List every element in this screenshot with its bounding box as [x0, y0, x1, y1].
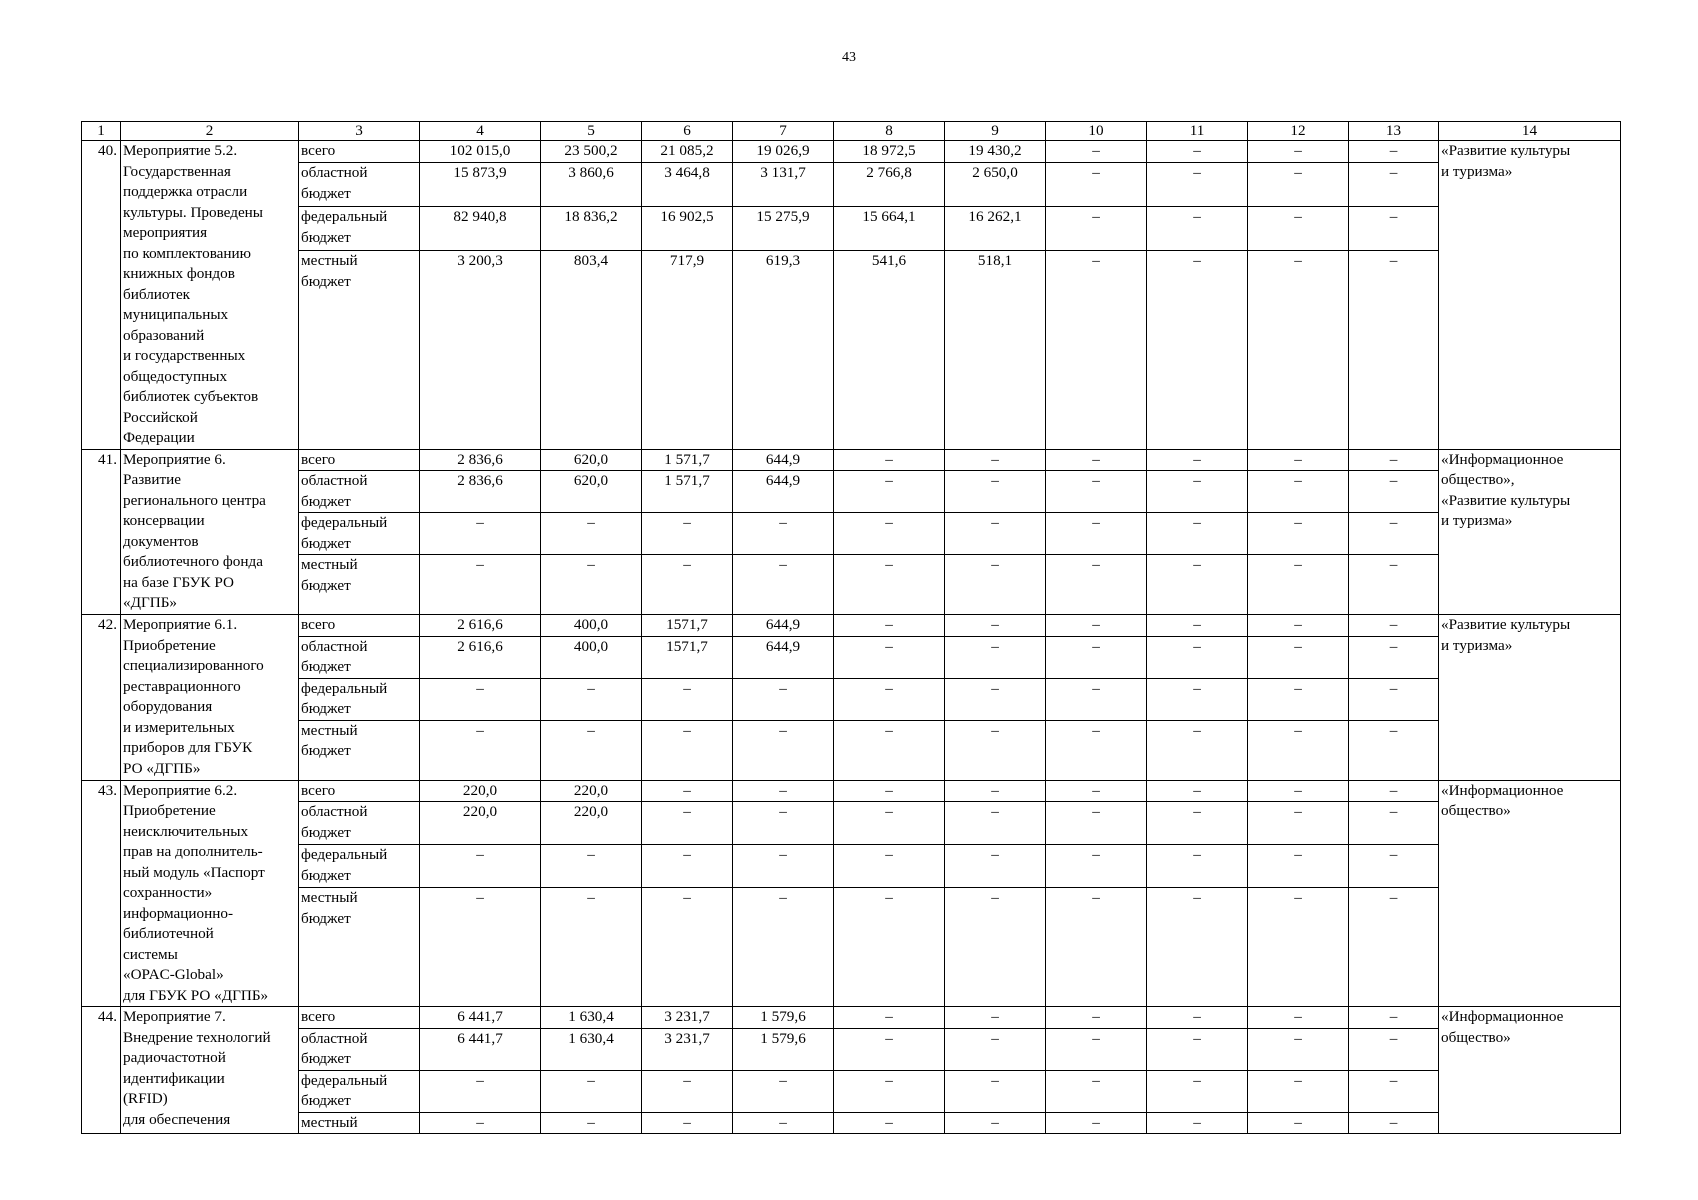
program-name: «Развитие культуры и туризма» — [1439, 141, 1621, 450]
funding-source: всего — [299, 141, 420, 163]
amount-cell: – — [1147, 802, 1248, 845]
amount-cell: – — [1147, 1070, 1248, 1112]
amount-cell: – — [733, 513, 834, 555]
program-name: «Информационное общество», «Развитие культуры и туризма» — [1439, 449, 1621, 615]
amount-cell: – — [834, 1028, 945, 1070]
amount-cell: – — [1248, 678, 1349, 720]
amount-cell: – — [1349, 845, 1439, 888]
funding-source: местный бюджет — [299, 888, 420, 1007]
table-row — [82, 251, 1621, 449]
amount-cell: – — [1248, 780, 1349, 802]
table-row — [82, 449, 1621, 471]
table-row — [82, 555, 1621, 615]
amount-cell: – — [945, 471, 1046, 513]
amount-cell: – — [834, 615, 945, 637]
amount-cell: – — [1248, 1070, 1349, 1112]
amount-cell: – — [834, 1070, 945, 1112]
amount-cell: – — [1248, 636, 1349, 678]
amount-cell: 18 836,2 — [541, 207, 642, 251]
amount-cell: – — [1349, 1070, 1439, 1112]
amount-cell: – — [945, 678, 1046, 720]
amount-cell: – — [733, 845, 834, 888]
table-row — [82, 1007, 1621, 1029]
funding-source: федеральный бюджет — [299, 1070, 420, 1112]
amount-cell: 82 940,8 — [420, 207, 541, 251]
amount-cell: 3 231,7 — [642, 1007, 733, 1029]
amount-cell: – — [1147, 888, 1248, 1007]
amount-cell: 6 441,7 — [420, 1007, 541, 1029]
table-row — [82, 141, 1621, 163]
amount-cell: – — [1248, 251, 1349, 449]
amount-cell: – — [1046, 845, 1147, 888]
amount-cell: – — [541, 555, 642, 615]
table-row — [82, 1112, 1621, 1134]
amount-cell: – — [1046, 678, 1147, 720]
funding-source: федеральный бюджет — [299, 845, 420, 888]
table-row — [82, 636, 1621, 678]
amount-cell: 1 579,6 — [733, 1007, 834, 1029]
budget-table — [81, 121, 1621, 1134]
column-header: 12 — [1248, 122, 1349, 141]
amount-cell: – — [642, 678, 733, 720]
amount-cell: – — [1349, 207, 1439, 251]
amount-cell: – — [420, 513, 541, 555]
amount-cell: – — [1349, 471, 1439, 513]
table-row — [82, 845, 1621, 888]
amount-cell: – — [1248, 1028, 1349, 1070]
column-header: 3 — [299, 122, 420, 141]
amount-cell: – — [945, 1028, 1046, 1070]
amount-cell: 102 015,0 — [420, 141, 541, 163]
amount-cell: 3 131,7 — [733, 163, 834, 207]
amount-cell: – — [945, 449, 1046, 471]
amount-cell: – — [541, 678, 642, 720]
amount-cell: – — [1147, 471, 1248, 513]
amount-cell: 1 630,4 — [541, 1007, 642, 1029]
amount-cell: – — [1147, 555, 1248, 615]
amount-cell: 1571,7 — [642, 615, 733, 637]
amount-cell: – — [1147, 1112, 1248, 1134]
amount-cell: 1 579,6 — [733, 1028, 834, 1070]
amount-cell: – — [1046, 449, 1147, 471]
amount-cell: 3 200,3 — [420, 251, 541, 449]
amount-cell: – — [1248, 207, 1349, 251]
column-header: 11 — [1147, 122, 1248, 141]
amount-cell: – — [1046, 636, 1147, 678]
amount-cell: 2 650,0 — [945, 163, 1046, 207]
table-row — [82, 163, 1621, 207]
amount-cell: 220,0 — [420, 802, 541, 845]
page-number: 43 — [842, 50, 856, 65]
amount-cell: – — [1349, 1028, 1439, 1070]
amount-cell: – — [1248, 615, 1349, 637]
amount-cell: – — [1248, 1112, 1349, 1134]
amount-cell: – — [1349, 449, 1439, 471]
amount-cell: 1 571,7 — [642, 471, 733, 513]
amount-cell: 619,3 — [733, 251, 834, 449]
amount-cell: 23 500,2 — [541, 141, 642, 163]
amount-cell: – — [1046, 1028, 1147, 1070]
amount-cell: – — [834, 1007, 945, 1029]
amount-cell: – — [733, 780, 834, 802]
amount-cell: – — [1147, 513, 1248, 555]
amount-cell: – — [1248, 449, 1349, 471]
amount-cell: – — [1046, 888, 1147, 1007]
amount-cell: – — [1349, 1112, 1439, 1134]
amount-cell: – — [1046, 615, 1147, 637]
amount-cell: – — [541, 845, 642, 888]
amount-cell: – — [945, 1007, 1046, 1029]
amount-cell: – — [1147, 163, 1248, 207]
amount-cell: – — [541, 720, 642, 780]
table-row — [82, 780, 1621, 802]
amount-cell: – — [1349, 636, 1439, 678]
amount-cell: 620,0 — [541, 449, 642, 471]
amount-cell: – — [1248, 802, 1349, 845]
amount-cell: – — [642, 1112, 733, 1134]
amount-cell: – — [945, 888, 1046, 1007]
amount-cell: 400,0 — [541, 636, 642, 678]
amount-cell: 220,0 — [541, 802, 642, 845]
amount-cell: – — [642, 1070, 733, 1112]
funding-source: областной бюджет — [299, 1028, 420, 1070]
amount-cell: – — [1248, 163, 1349, 207]
funding-source: федеральный бюджет — [299, 513, 420, 555]
amount-cell: – — [1248, 720, 1349, 780]
amount-cell: – — [834, 845, 945, 888]
funding-source: местный бюджет — [299, 251, 420, 449]
amount-cell: – — [1248, 845, 1349, 888]
amount-cell: – — [1349, 163, 1439, 207]
amount-cell: – — [420, 720, 541, 780]
amount-cell: – — [642, 780, 733, 802]
amount-cell: 21 085,2 — [642, 141, 733, 163]
amount-cell: – — [1046, 555, 1147, 615]
column-header: 5 — [541, 122, 642, 141]
amount-cell: 16 902,5 — [642, 207, 733, 251]
funding-source: всего — [299, 449, 420, 471]
column-header: 2 — [121, 122, 299, 141]
funding-source: местный бюджет — [299, 720, 420, 780]
amount-cell: – — [420, 888, 541, 1007]
amount-cell: – — [1349, 555, 1439, 615]
amount-cell: 3 860,6 — [541, 163, 642, 207]
table-row — [82, 471, 1621, 513]
amount-cell: 15 873,9 — [420, 163, 541, 207]
table-row — [82, 513, 1621, 555]
amount-cell: – — [642, 513, 733, 555]
amount-cell: – — [733, 1112, 834, 1134]
amount-cell: – — [1147, 1007, 1248, 1029]
amount-cell: – — [642, 845, 733, 888]
table-row — [82, 615, 1621, 637]
amount-cell: – — [945, 615, 1046, 637]
amount-cell: – — [1046, 163, 1147, 207]
amount-cell: – — [1349, 615, 1439, 637]
amount-cell: 19 026,9 — [733, 141, 834, 163]
program-name: «Информационное общество» — [1439, 1007, 1621, 1134]
amount-cell: 19 430,2 — [945, 141, 1046, 163]
event-description: Мероприятие 6. Развитие регионального центра консервации документов библиотечного фонда на базе ГБУК РО «ДГПБ» — [121, 449, 299, 615]
amount-cell: – — [1046, 802, 1147, 845]
amount-cell: – — [1248, 471, 1349, 513]
table-row — [82, 207, 1621, 251]
amount-cell: – — [1147, 780, 1248, 802]
amount-cell: 220,0 — [420, 780, 541, 802]
table-row — [82, 678, 1621, 720]
amount-cell: – — [1349, 678, 1439, 720]
amount-cell: – — [1349, 141, 1439, 163]
program-name: «Развитие культуры и туризма» — [1439, 615, 1621, 781]
amount-cell: – — [1147, 207, 1248, 251]
funding-source: областной бюджет — [299, 802, 420, 845]
amount-cell: – — [1349, 780, 1439, 802]
amount-cell: – — [1046, 1007, 1147, 1029]
amount-cell: – — [1147, 678, 1248, 720]
amount-cell: 16 262,1 — [945, 207, 1046, 251]
amount-cell: 3 231,7 — [642, 1028, 733, 1070]
amount-cell: – — [1046, 1112, 1147, 1134]
amount-cell: – — [1046, 471, 1147, 513]
amount-cell: – — [1147, 251, 1248, 449]
table-row — [82, 1028, 1621, 1070]
amount-cell: – — [541, 513, 642, 555]
funding-source: местный — [299, 1112, 420, 1134]
amount-cell: – — [834, 1112, 945, 1134]
column-header: 14 — [1439, 122, 1621, 141]
amount-cell: 717,9 — [642, 251, 733, 449]
funding-source: областной бюджет — [299, 163, 420, 207]
amount-cell: – — [834, 678, 945, 720]
amount-cell: – — [1349, 888, 1439, 1007]
funding-source: местный бюджет — [299, 555, 420, 615]
amount-cell: 1571,7 — [642, 636, 733, 678]
amount-cell: – — [945, 1070, 1046, 1112]
column-header: 6 — [642, 122, 733, 141]
amount-cell: 2 836,6 — [420, 471, 541, 513]
amount-cell: 2 766,8 — [834, 163, 945, 207]
amount-cell: 220,0 — [541, 780, 642, 802]
amount-cell: – — [642, 802, 733, 845]
amount-cell: 2 616,6 — [420, 615, 541, 637]
column-header: 10 — [1046, 122, 1147, 141]
funding-source: всего — [299, 615, 420, 637]
row-number: 42. — [82, 615, 121, 781]
amount-cell: – — [1349, 802, 1439, 845]
funding-source: всего — [299, 1007, 420, 1029]
column-header: 4 — [420, 122, 541, 141]
event-description: Мероприятие 6.2. Приобретение неисключительных прав на дополнитель- ный модуль «Паспорт сохранности» информационно- библиотечной системы «OPAC-Global» для ГБУК РО «ДГПБ» — [121, 780, 299, 1007]
amount-cell: – — [1046, 251, 1147, 449]
amount-cell: 15 275,9 — [733, 207, 834, 251]
table-row — [82, 802, 1621, 845]
amount-cell: – — [834, 636, 945, 678]
header-row — [82, 122, 1621, 141]
column-header: 1 — [82, 122, 121, 141]
amount-cell: – — [945, 845, 1046, 888]
amount-cell: – — [1147, 636, 1248, 678]
amount-cell: – — [733, 555, 834, 615]
funding-source: федеральный бюджет — [299, 207, 420, 251]
amount-cell: 644,9 — [733, 471, 834, 513]
amount-cell: – — [1147, 449, 1248, 471]
amount-cell: – — [834, 780, 945, 802]
table-row — [82, 720, 1621, 780]
amount-cell: – — [1349, 1007, 1439, 1029]
amount-cell: – — [1046, 720, 1147, 780]
amount-cell: – — [733, 1070, 834, 1112]
amount-cell: – — [1349, 720, 1439, 780]
amount-cell: – — [1349, 251, 1439, 449]
amount-cell: – — [1046, 780, 1147, 802]
amount-cell: – — [834, 888, 945, 1007]
amount-cell: 620,0 — [541, 471, 642, 513]
table-row — [82, 888, 1621, 1007]
amount-cell: 18 972,5 — [834, 141, 945, 163]
amount-cell: – — [541, 1070, 642, 1112]
amount-cell: 541,6 — [834, 251, 945, 449]
column-header: 13 — [1349, 122, 1439, 141]
amount-cell: – — [1248, 555, 1349, 615]
row-number: 44. — [82, 1007, 121, 1134]
amount-cell: – — [945, 636, 1046, 678]
amount-cell: 1 571,7 — [642, 449, 733, 471]
amount-cell: 803,4 — [541, 251, 642, 449]
amount-cell: – — [834, 802, 945, 845]
amount-cell: – — [1147, 720, 1248, 780]
amount-cell: 644,9 — [733, 615, 834, 637]
amount-cell: 15 664,1 — [834, 207, 945, 251]
table-row — [82, 1070, 1621, 1112]
funding-source: областной бюджет — [299, 471, 420, 513]
funding-source: федеральный бюджет — [299, 678, 420, 720]
row-number: 43. — [82, 780, 121, 1007]
amount-cell: – — [1147, 615, 1248, 637]
amount-cell: – — [945, 780, 1046, 802]
amount-cell: – — [1349, 513, 1439, 555]
row-number: 41. — [82, 449, 121, 615]
amount-cell: 400,0 — [541, 615, 642, 637]
amount-cell: – — [945, 513, 1046, 555]
column-header: 8 — [834, 122, 945, 141]
amount-cell: 2 836,6 — [420, 449, 541, 471]
amount-cell: – — [733, 720, 834, 780]
amount-cell: 1 630,4 — [541, 1028, 642, 1070]
amount-cell: – — [733, 888, 834, 1007]
amount-cell: 2 616,6 — [420, 636, 541, 678]
amount-cell: – — [834, 449, 945, 471]
row-number: 40. — [82, 141, 121, 450]
amount-cell: – — [834, 555, 945, 615]
amount-cell: – — [834, 513, 945, 555]
amount-cell: – — [420, 678, 541, 720]
amount-cell: – — [945, 802, 1046, 845]
amount-cell: – — [1248, 513, 1349, 555]
event-description: Мероприятие 5.2. Государственная поддержка отрасли культуры. Проведены мероприятия по комплектованию книжных фондов библиотек муниципальных образований и государственных общедоступных библиотек субъектов Российской Федерации — [121, 141, 299, 450]
amount-cell: – — [1248, 1007, 1349, 1029]
amount-cell: – — [945, 1112, 1046, 1134]
column-header: 9 — [945, 122, 1046, 141]
amount-cell: 6 441,7 — [420, 1028, 541, 1070]
event-description: Мероприятие 7. Внедрение технологий радиочастотной идентификации (RFID) для обеспечения — [121, 1007, 299, 1134]
amount-cell: – — [541, 1112, 642, 1134]
amount-cell: 644,9 — [733, 449, 834, 471]
amount-cell: 3 464,8 — [642, 163, 733, 207]
event-description: Мероприятие 6.1. Приобретение специализированного реставрационного оборудования и измерительных приборов для ГБУК РО «ДГПБ» — [121, 615, 299, 781]
amount-cell: – — [420, 845, 541, 888]
amount-cell: – — [834, 471, 945, 513]
amount-cell: – — [1046, 1070, 1147, 1112]
amount-cell: – — [420, 555, 541, 615]
amount-cell: – — [642, 888, 733, 1007]
amount-cell: 518,1 — [945, 251, 1046, 449]
amount-cell: – — [1046, 207, 1147, 251]
amount-cell: – — [733, 802, 834, 845]
amount-cell: – — [945, 720, 1046, 780]
amount-cell: – — [945, 555, 1046, 615]
amount-cell: – — [1147, 845, 1248, 888]
amount-cell: – — [733, 678, 834, 720]
amount-cell: – — [420, 1112, 541, 1134]
amount-cell: – — [1248, 888, 1349, 1007]
funding-source: областной бюджет — [299, 636, 420, 678]
amount-cell: – — [1147, 141, 1248, 163]
amount-cell: 644,9 — [733, 636, 834, 678]
amount-cell: – — [541, 888, 642, 1007]
amount-cell: – — [1046, 141, 1147, 163]
funding-source: всего — [299, 780, 420, 802]
amount-cell: – — [834, 720, 945, 780]
column-header: 7 — [733, 122, 834, 141]
amount-cell: – — [642, 720, 733, 780]
amount-cell: – — [1147, 1028, 1248, 1070]
amount-cell: – — [642, 555, 733, 615]
amount-cell: – — [1046, 513, 1147, 555]
amount-cell: – — [420, 1070, 541, 1112]
amount-cell: – — [1248, 141, 1349, 163]
program-name: «Информационное общество» — [1439, 780, 1621, 1007]
